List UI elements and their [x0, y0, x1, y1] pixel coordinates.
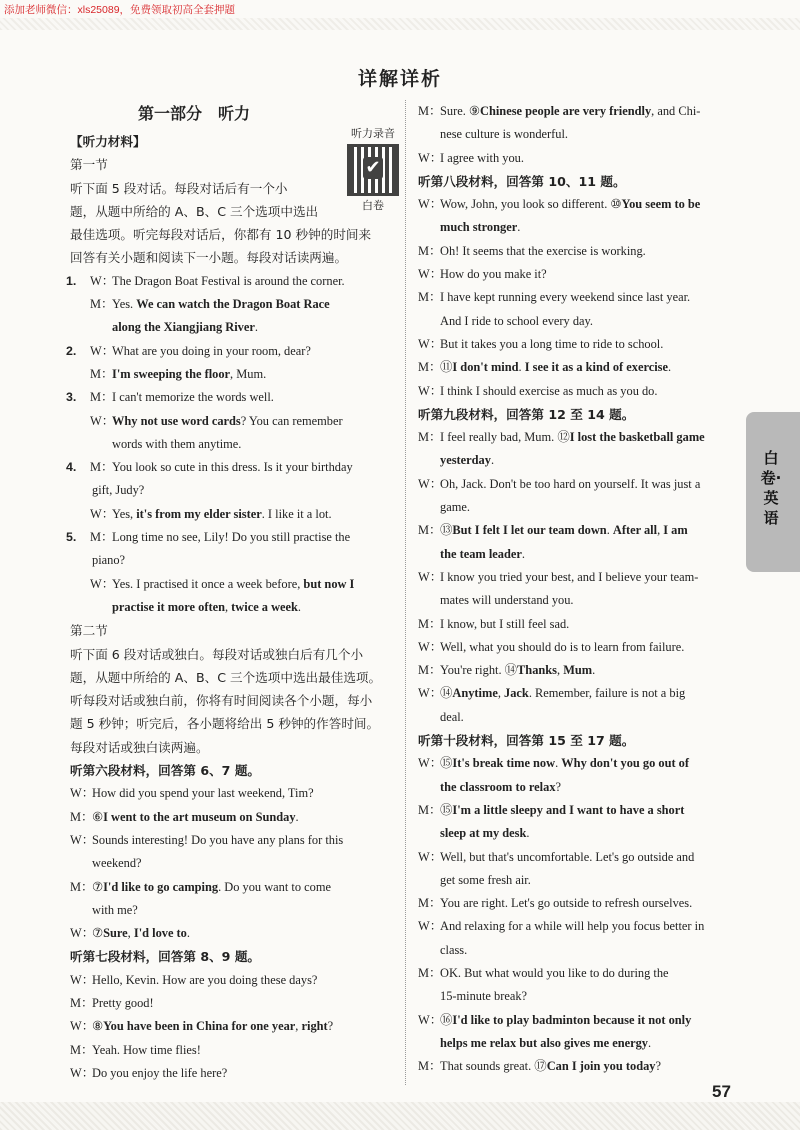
- transcript-line: [418, 799, 746, 822]
- transcript-line: [418, 822, 746, 845]
- transcript-line: [418, 333, 746, 356]
- dialog-text: ?: [327, 1019, 334, 1034]
- transcript-line: [70, 596, 398, 619]
- top-texture: [0, 18, 800, 30]
- answer-text: I am: [663, 523, 688, 538]
- dialog-text: class.: [440, 942, 468, 957]
- transcript-line: [70, 969, 398, 992]
- transcript-line: [66, 386, 398, 409]
- dialog-text: .: [518, 360, 525, 375]
- transcript-line: [70, 503, 398, 526]
- transcript-line: [418, 240, 746, 263]
- speaker-label: W：: [418, 383, 443, 398]
- dialog-text: .: [647, 1035, 652, 1050]
- transcript-line: [70, 922, 398, 945]
- dialog-text: with me?: [92, 902, 138, 917]
- answer-text: I see it as a kind of exercise: [524, 360, 668, 375]
- speaker-label: M：: [90, 366, 114, 381]
- dialog-text: ⑯: [440, 1012, 453, 1027]
- bottom-texture: [0, 1102, 800, 1130]
- instruction-text: 题 5 秒钟；听完后，各小题将给出 5 秒钟的作答时间。: [70, 716, 380, 732]
- dialog-text: words with them anytime.: [112, 436, 242, 451]
- dialog-text: gift, Judy?: [92, 483, 145, 498]
- transcript-line: [70, 1015, 398, 1038]
- dialog-text: ?: [655, 1059, 661, 1074]
- speaker-label: M：: [418, 523, 442, 538]
- section-heading: 听第七段材料，回答第 8、9 题。: [70, 949, 261, 965]
- dialog-text: And relaxing for a while will help you focus better in: [440, 919, 705, 934]
- answer-text: Mum: [563, 663, 593, 678]
- answer-text: right: [301, 1019, 328, 1034]
- dialog-text: piano?: [92, 553, 126, 568]
- transcript-line: [70, 410, 398, 433]
- answer-text: I went to the art museum on Sunday: [103, 809, 296, 824]
- dialog-text: ,: [224, 599, 232, 614]
- dialog-text: .: [186, 926, 190, 941]
- speaker-label: W：: [90, 576, 115, 591]
- section-title: 第一部分 听力: [137, 104, 250, 123]
- dialog-text: weekend?: [92, 856, 142, 871]
- answer-text: it's from my elder sister: [136, 506, 262, 521]
- transcript-line: [418, 939, 746, 962]
- instruction-text: 每段对话或独白读两遍。: [70, 739, 209, 755]
- instruction-text: 题，从题中所给的 A、B、C 三个选项中选出: [70, 203, 319, 219]
- speaker-label: W：: [418, 336, 443, 351]
- speaker-label: W：: [90, 506, 115, 521]
- transcript-line: [418, 1032, 746, 1055]
- dialog-text: I have kept running every weekend since last year.: [440, 290, 691, 305]
- transcript-line: [418, 682, 746, 705]
- speaker-label: M：: [90, 460, 114, 475]
- dialog-text: ,: [657, 523, 664, 538]
- section-heading: 【听力材料】: [70, 134, 146, 149]
- transcript-line: [66, 270, 398, 293]
- transcript-line: [70, 782, 398, 805]
- transcript-line: [66, 526, 398, 549]
- dialog-text: Yes.: [112, 297, 137, 312]
- dialog-text: .: [592, 663, 596, 678]
- answer-text: But I felt I let our team down: [452, 523, 607, 538]
- dialog-text: 15-minute break?: [440, 989, 528, 1004]
- dialog-text: .: [526, 826, 530, 841]
- dialog-text: I know, but I still feel sad.: [440, 616, 570, 631]
- speaker-label: W：: [90, 273, 115, 288]
- speaker-label: W：: [90, 343, 115, 358]
- dialog-text: You're right. ⑭: [440, 663, 518, 678]
- answer-text: You seem to be: [621, 197, 701, 212]
- speaker-label: M：: [418, 616, 442, 631]
- speaker-label: W：: [418, 1012, 443, 1027]
- transcript-line: [418, 706, 746, 729]
- transcript-line: [66, 456, 398, 479]
- speaker-label: W：: [418, 639, 443, 654]
- column-divider: [405, 100, 406, 1085]
- dialog-text: But it takes you a long time to ride to school.: [440, 336, 664, 351]
- dialog-text: ⑭: [440, 686, 453, 701]
- transcript-line: [418, 636, 746, 659]
- dialog-text: What are you doing in your room, dear?: [112, 343, 311, 358]
- page-title: 详解详析: [357, 68, 442, 90]
- transcript-line: [418, 776, 746, 799]
- transcript-line: [70, 363, 398, 386]
- transcript-line: [70, 316, 398, 339]
- dialog-text: nese culture is wonderful.: [440, 127, 568, 142]
- dialog-text: Well, but that's uncomfortable. Let's go outside and: [440, 849, 695, 864]
- transcript-line: [70, 433, 398, 456]
- dialog-text: You are right. Let's go outside to refresh ourselves.: [440, 896, 693, 911]
- speaker-label: M：: [418, 243, 442, 258]
- speaker-label: M：: [418, 360, 442, 375]
- dialog-text: I know you tried your best, and I believe your team-: [440, 569, 699, 584]
- speaker-label: M：: [418, 104, 442, 118]
- answer-text: sleep at my desk: [440, 826, 527, 841]
- transcript-line: [70, 573, 398, 596]
- transcript-line: [70, 992, 398, 1015]
- transcript-line: [418, 380, 746, 403]
- transcript-line: [418, 869, 746, 892]
- answer-text: Why not use word cards: [112, 413, 241, 428]
- transcript-line: [418, 216, 746, 239]
- answer-text: I'd like to play badminton because it not only: [452, 1012, 692, 1027]
- answer-text: Anytime: [452, 686, 498, 701]
- speaker-label: W：: [70, 1065, 95, 1080]
- transcript-line: [418, 589, 746, 612]
- dialog-text: ,: [557, 663, 564, 678]
- speaker-label: W：: [418, 197, 443, 212]
- speaker-label: W：: [90, 413, 115, 428]
- speaker-label: M：: [418, 896, 442, 911]
- transcript-line: [418, 426, 746, 449]
- speaker-label: W：: [418, 849, 443, 864]
- dialog-text: ? You can remember: [240, 413, 343, 428]
- instruction-text: 回答有关小题和阅读下一小题。每段对话读两遍。: [70, 250, 348, 266]
- right-column: [418, 100, 746, 1078]
- answer-text: much stronger: [440, 220, 518, 235]
- transcript-line: [418, 473, 746, 496]
- transcript-line: [70, 1039, 398, 1062]
- transcript-line: [418, 962, 746, 985]
- answer-text: You have been in China for one year: [103, 1019, 296, 1034]
- instruction-text: 听下面 5 段对话。每段对话后有一个小: [70, 180, 288, 196]
- dialog-text: Pretty good!: [92, 995, 154, 1010]
- transcript-line: [418, 147, 746, 170]
- left-column-body: [66, 130, 398, 1085]
- transcript-line: [70, 829, 398, 852]
- answer-text: along the Xiangjiang River: [112, 320, 255, 335]
- section-heading: 听第八段材料，回答第 10、11 题。: [418, 173, 626, 189]
- dialog-text: How did you spend your last weekend, Tim?: [92, 786, 314, 801]
- answer-text: practise it more often: [112, 599, 225, 614]
- answer-text: the classroom to relax: [440, 779, 556, 794]
- transcript-line: [418, 263, 746, 286]
- transcript-line: [70, 549, 398, 572]
- speaker-label: M：: [418, 290, 442, 305]
- dialog-text: Well, what you should do is to learn from failure.: [440, 639, 685, 654]
- transcript-line: [70, 1062, 398, 1085]
- answer-text: twice a week: [231, 599, 298, 614]
- watermark-text: 添加老师微信：xls25089，免费领取初高全套押题: [4, 4, 236, 16]
- speaker-label: M：: [418, 430, 442, 445]
- instruction-text: 第一节: [70, 157, 108, 173]
- instruction-text: 最佳选项。听完每段对话后，你都有 10 秒钟的时间来: [70, 227, 372, 243]
- section-heading: 听第十段材料，回答第 15 至 17 题。: [418, 733, 635, 749]
- dialog-text: mates will understand you.: [440, 593, 574, 608]
- transcript-line: [418, 286, 746, 309]
- dialog-text: Yes,: [112, 506, 137, 521]
- answer-text: the team leader: [440, 546, 522, 561]
- dialog-text: .: [555, 756, 562, 771]
- answer-text: Why don't you go out of: [561, 756, 689, 771]
- speaker-label: M：: [70, 809, 94, 824]
- transcript-line: [418, 1009, 746, 1032]
- dialog-text: , Mum.: [230, 366, 267, 381]
- speaker-label: M：: [70, 995, 94, 1010]
- instruction-text: 听下面 6 段对话或独白。每段对话或独白后有几个小: [70, 646, 364, 662]
- dialog-text: .: [295, 809, 299, 824]
- dialog-text: .: [521, 546, 525, 561]
- question-number: 1.: [66, 273, 77, 288]
- dialog-text: ⑮: [440, 802, 453, 817]
- answer-text: Jack: [504, 686, 529, 701]
- dialog-text: I agree with you.: [440, 150, 524, 165]
- transcript-line: [418, 915, 746, 938]
- answer-text: Thanks: [517, 663, 558, 678]
- dialog-text: ⑪: [440, 360, 453, 375]
- answer-text: I lost the basketball game: [569, 430, 705, 445]
- dialog-text: Hello, Kevin. How are you doing these days?: [92, 972, 318, 987]
- page-number: 57: [712, 1082, 731, 1101]
- speaker-label: M：: [418, 663, 442, 678]
- dialog-text: Sure. ⑨: [440, 104, 481, 118]
- dialog-text: Yeah. How time flies!: [92, 1042, 201, 1057]
- transcript-line: [418, 892, 746, 915]
- dialog-text: ⑦: [92, 926, 104, 941]
- dialog-text: ,: [127, 926, 134, 941]
- dialog-text: You look so cute in this dress. Is it your birthday: [112, 460, 353, 475]
- dialog-text: . Do you want to come: [218, 879, 331, 894]
- dialog-text: ,: [497, 686, 505, 701]
- dialog-text: Long time no see, Lily! Do you still practise the: [112, 530, 351, 545]
- answer-text: I'm a little sleepy and I want to have a short: [452, 802, 685, 817]
- dialog-text: ⑦: [92, 879, 104, 894]
- transcript-line: [70, 293, 398, 316]
- speaker-label: W：: [70, 926, 95, 941]
- answer-text: After all: [612, 523, 658, 538]
- transcript-line: [418, 100, 746, 123]
- speaker-label: W：: [70, 786, 95, 801]
- speaker-label: W：: [418, 756, 443, 771]
- dialog-text: .: [606, 523, 613, 538]
- left-column: [66, 102, 398, 1085]
- instruction-text: 题，从题中所给的 A、B、C 三个选项中选出最佳选项。: [70, 669, 382, 685]
- qr-code-icon[interactable]: [347, 144, 399, 196]
- transcript-line: [418, 193, 746, 216]
- dialog-text: .: [517, 220, 521, 235]
- answer-text: I don't mind: [452, 360, 519, 375]
- question-number: 4.: [66, 460, 77, 475]
- speaker-label: M：: [418, 965, 442, 980]
- dialog-text: Oh, Jack. Don't be too hard on yourself. It was just a: [440, 476, 701, 491]
- speaker-label: W：: [418, 919, 443, 934]
- dialog-text: Sounds interesting! Do you have any plans for this: [92, 832, 344, 847]
- answer-text: I'd love to: [133, 926, 187, 941]
- transcript-line: [418, 123, 746, 146]
- question-number: 5.: [66, 530, 77, 545]
- dialog-text: ?: [555, 779, 562, 794]
- transcript-line: [418, 543, 746, 566]
- speaker-label: M：: [418, 802, 442, 817]
- answer-text: Can I join you today: [546, 1059, 656, 1074]
- speaker-label: W：: [418, 267, 443, 282]
- question-number: 3.: [66, 390, 77, 405]
- speaker-label: W：: [418, 476, 443, 491]
- dialog-text: I think I should exercise as much as you do.: [440, 383, 658, 398]
- dialog-text: ,: [295, 1019, 302, 1034]
- speaker-label: M：: [90, 530, 114, 545]
- dialog-text: Oh! It seems that the exercise is working.: [440, 243, 646, 258]
- dialog-text: .: [297, 599, 302, 614]
- speaker-label: W：: [70, 972, 95, 987]
- speaker-label: M：: [90, 297, 114, 312]
- transcript-line: [418, 846, 746, 869]
- dialog-text: Wow, John, you look so different. ⑩: [440, 197, 622, 212]
- qr-code-block[interactable]: [340, 127, 406, 213]
- instruction-text: 第二节: [70, 623, 108, 639]
- speaker-label: W：: [418, 150, 443, 165]
- speaker-label: M：: [70, 1042, 94, 1057]
- dialog-text: . Remember, failure is not a big: [528, 686, 686, 701]
- qr-label-bottom: 白卷: [362, 199, 384, 212]
- speaker-label: M：: [418, 1059, 442, 1074]
- dialog-text: .: [254, 320, 258, 335]
- transcript-line: [418, 613, 746, 636]
- transcript-line: [70, 479, 398, 502]
- section-heading: 听第六段材料，回答第 6、7 题。: [70, 763, 261, 779]
- speaker-label: M：: [70, 879, 94, 894]
- speaker-label: W：: [418, 686, 443, 701]
- transcript-line: [70, 852, 398, 875]
- dialog-text: The Dragon Boat Festival is around the corner.: [112, 273, 345, 288]
- dialog-text: ⑬: [440, 523, 453, 538]
- dialog-text: , and Chi-: [651, 104, 701, 118]
- dialog-text: OK. But what would you like to do during the: [440, 965, 669, 980]
- dialog-text: ⑥: [92, 809, 104, 824]
- dialog-text: I feel really bad, Mum. ⑫: [440, 430, 570, 445]
- answer-text: Chinese people are very friendly: [480, 104, 652, 118]
- answer-text: It's break time now: [452, 756, 556, 771]
- transcript-line: [418, 566, 746, 589]
- dialog-text: How do you make it?: [440, 267, 547, 282]
- dialog-text: . I like it a lot.: [261, 506, 332, 521]
- speaker-label: W：: [418, 569, 443, 584]
- answer-text: We can watch the Dragon Boat Race: [136, 297, 330, 312]
- transcript-line: [70, 876, 398, 899]
- transcript-line: [70, 899, 398, 922]
- transcript-line: [418, 496, 746, 519]
- dialog-text: get some fresh air.: [440, 872, 531, 887]
- transcript-line: [418, 449, 746, 472]
- transcript-line: [66, 340, 398, 363]
- answer-text: but now I: [303, 576, 355, 591]
- dialog-text: Do you enjoy the life here?: [92, 1065, 228, 1080]
- dialog-text: deal.: [440, 709, 464, 724]
- dialog-text: That sounds great. ⑰: [440, 1059, 547, 1074]
- answer-text: I'd like to go camping: [103, 879, 219, 894]
- transcript-line: [70, 806, 398, 829]
- dialog-text: .: [490, 453, 495, 468]
- transcript-line: [418, 519, 746, 542]
- answer-text: I'm sweeping the floor: [112, 366, 231, 381]
- transcript-line: [418, 310, 746, 333]
- answer-text: Sure: [103, 926, 128, 941]
- dialog-text: Yes. I practised it once a week before,: [112, 576, 304, 591]
- dialog-text: I can't memorize the words well.: [112, 390, 274, 405]
- speaker-label: W：: [70, 1019, 95, 1034]
- transcript-line: [418, 1055, 746, 1078]
- question-number: 2.: [66, 343, 77, 358]
- transcript-line: [418, 356, 746, 379]
- dialog-text: .: [668, 360, 672, 375]
- transcript-line: [418, 659, 746, 682]
- right-column-body: [418, 100, 746, 1078]
- dialog-text: game.: [440, 500, 470, 515]
- transcript-line: [418, 985, 746, 1008]
- side-tab: [746, 412, 800, 572]
- instruction-text: 听每段对话或独白前，你将有时间阅读各个小题，每小: [70, 693, 373, 709]
- side-tab-label: 白卷·英语: [760, 449, 782, 527]
- dialog-text: And I ride to school every day.: [440, 313, 594, 328]
- speaker-label: M：: [90, 390, 114, 405]
- qr-label-top: 听力录音: [351, 127, 395, 140]
- speaker-label: W：: [70, 832, 95, 847]
- dialog-text: ⑮: [440, 756, 453, 771]
- transcript-line: [418, 752, 746, 775]
- answer-text: helps me relax but also gives me energy: [440, 1035, 648, 1050]
- answer-text: yesterday: [440, 453, 491, 468]
- dialog-text: ⑧: [92, 1019, 104, 1034]
- section-heading: 听第九段材料，回答第 12 至 14 题。: [418, 406, 635, 422]
